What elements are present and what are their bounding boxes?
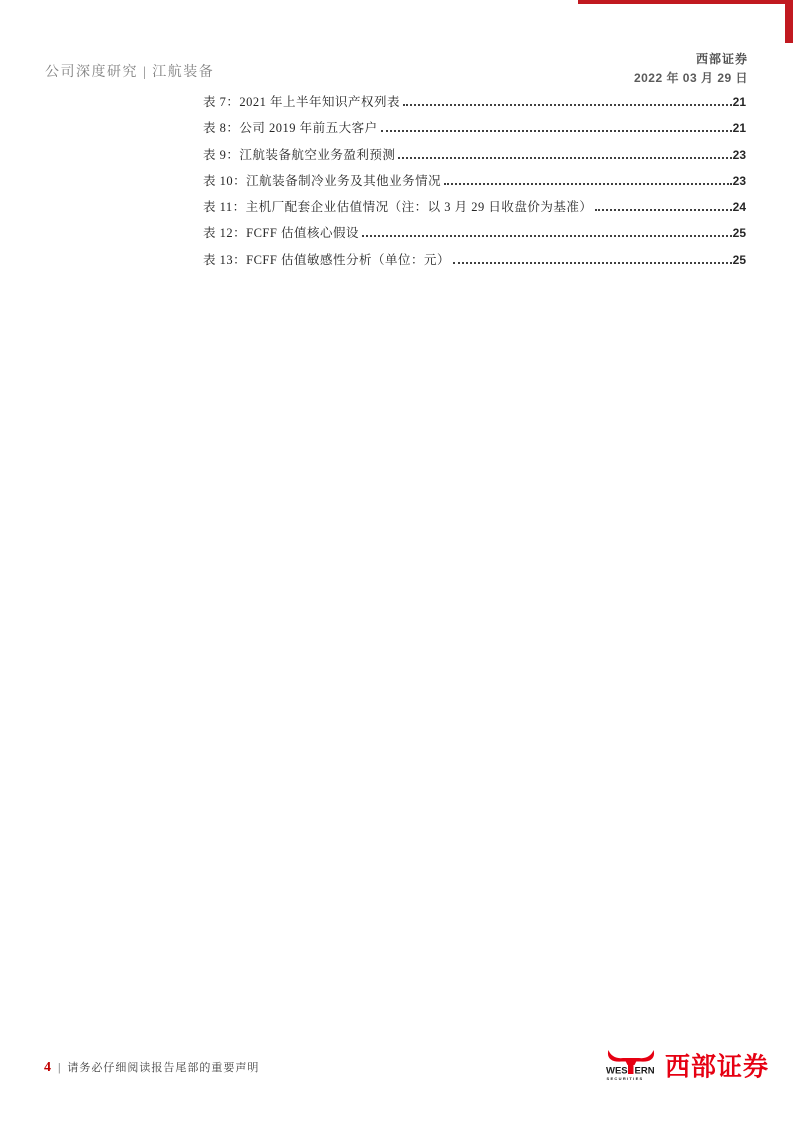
toc-entry-label: 表 9：江航装备航空业务盈利预测 (203, 147, 396, 162)
toc-entry[interactable] (203, 217, 746, 243)
toc-leader-dots (398, 157, 731, 159)
western-securities-logo (606, 1049, 769, 1085)
toc-leader-dots (381, 130, 732, 132)
toc-entry[interactable] (203, 112, 746, 138)
table-of-contents (203, 86, 746, 270)
footer-disclaimer-text: 请务必仔细阅读报告尾部的重要声明 (67, 1062, 260, 1074)
header-brand-name: 西部证券 (695, 52, 748, 66)
svg-text:SECURITIES: SECURITIES (606, 1076, 644, 1081)
bull-icon (606, 1049, 656, 1085)
footer-page-number: 4 (44, 1060, 51, 1075)
toc-entry-page-number: 23 (732, 173, 746, 188)
toc-entry-label: 表 12：FCFF 估值核心假设 (203, 226, 359, 241)
toc-entry[interactable] (203, 86, 746, 112)
svg-text:ERN: ERN (634, 1065, 655, 1077)
footer-left-block (44, 1059, 259, 1076)
logo-chinese-name: 西部证券 (665, 1051, 770, 1082)
toc-leader-dots (362, 235, 732, 237)
toc-leader-dots (444, 183, 732, 185)
top-accent-bar-horizontal (578, 0, 793, 4)
svg-text:WES: WES (606, 1065, 628, 1077)
toc-entry-page-number: 21 (732, 95, 746, 109)
report-type-title: 公司深度研究 | 江航装备 (45, 65, 215, 80)
header-right-block (634, 50, 748, 86)
top-accent-bar-vertical (785, 0, 793, 43)
toc-entry-page-number: 23 (732, 147, 746, 162)
toc-entry[interactable] (203, 244, 746, 270)
toc-entry-page-number: 25 (732, 252, 746, 267)
toc-entry-page-number: 24 (732, 200, 746, 215)
toc-entry-label: 表 7：2021 年上半年知识产权列表 (203, 95, 401, 109)
toc-entry-label: 表 11：主机厂配套企业估值情况（注：以 3 月 29 日收盘价为基准） (203, 200, 593, 215)
toc-leader-dots (403, 104, 732, 106)
report-date: 2022 年 03 月 29 日 (633, 71, 748, 85)
toc-entry[interactable] (203, 165, 746, 191)
toc-leader-dots (595, 209, 731, 211)
toc-leader-dots (453, 262, 732, 264)
toc-entry-page-number: 25 (732, 226, 746, 241)
toc-entry-label: 表 13：FCFF 估值敏感性分析（单位：元） (203, 252, 450, 267)
toc-entry[interactable] (203, 191, 746, 217)
footer-separator: | (58, 1060, 61, 1074)
toc-entry[interactable] (203, 139, 746, 165)
toc-entry-label: 表 8：公司 2019 年前五大客户 (203, 121, 378, 136)
toc-entry-label: 表 10：江航装备制冷业务及其他业务情况 (203, 173, 442, 188)
toc-entry-page-number: 21 (732, 121, 746, 136)
